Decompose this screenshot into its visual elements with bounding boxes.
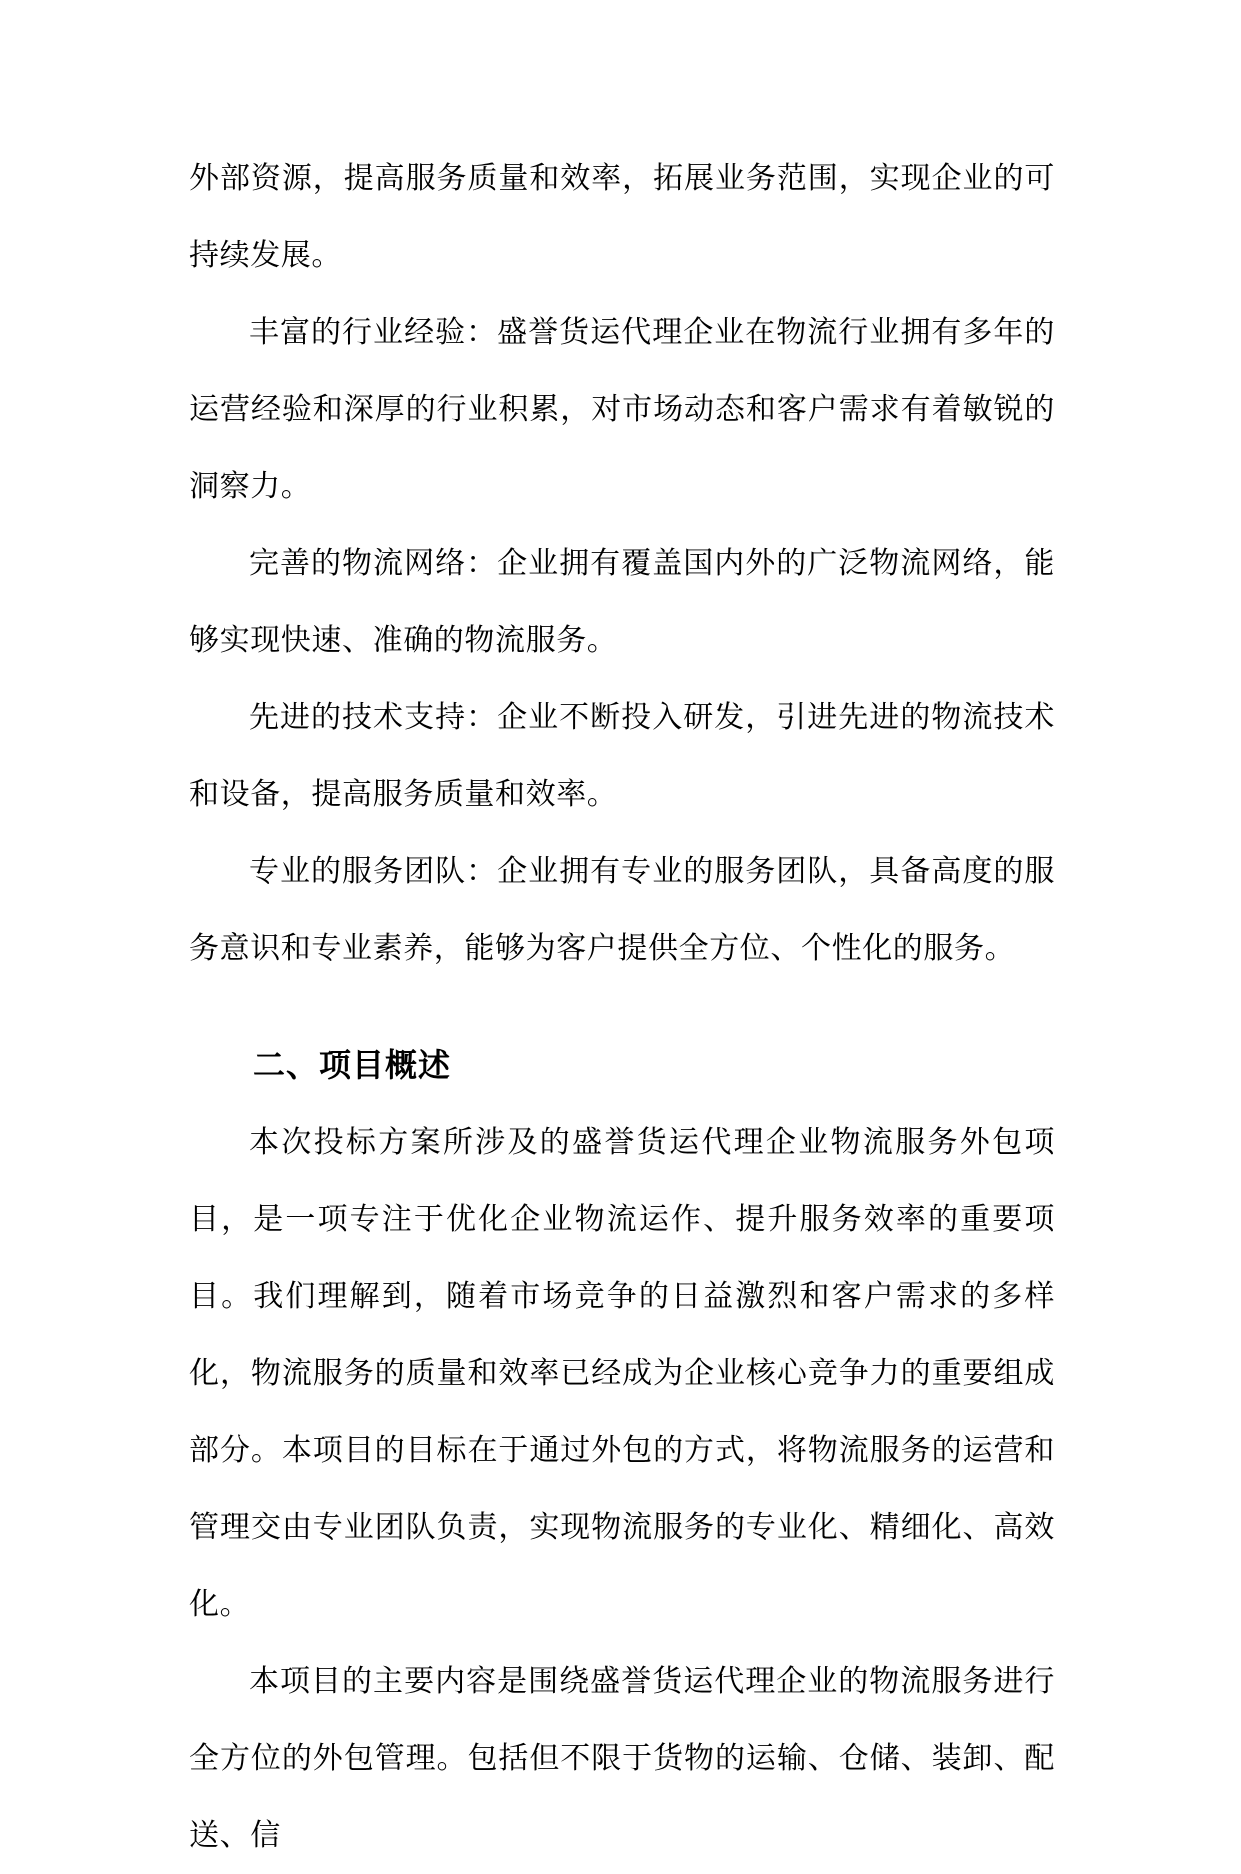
paragraph-project-overview: 本次投标方案所涉及的盛誉货运代理企业物流服务外包项目，是一项专注于优化企业物流运作、提升服务效率的重要项目。我们理解到，随着市场竞争的日益激烈和客户需求的多样化，物流服务的质量和效率已经成为企业核心竞争力的重要组成部分。本项目的目标在于通过外包的方式，将物流服务的运营和管理交由专业团队负责，实现物流服务的专业化、精细化、高效化。 — [189, 1125, 1055, 1622]
paragraph-continuation: 外部资源，提高服务质量和效率，拓展业务范围，实现企业的可持续发展。 — [189, 161, 1055, 273]
paragraph-logistics-network: 完善的物流网络：企业拥有覆盖国内外的广泛物流网络，能够实现快速、准确的物流服务。 — [189, 546, 1055, 658]
paragraph-technical-support: 先进的技术支持：企业不断投入研发，引进先进的物流技术和设备，提高服务质量和效率。 — [189, 700, 1055, 812]
section-heading-project-overview: 二、项目概述 — [253, 1046, 452, 1084]
document-body — [189, 140, 1055, 1874]
paragraph-service-team: 专业的服务团队：企业拥有专业的服务团队，具备高度的服务意识和专业素养，能够为客户提供全方位、个性化的服务。 — [189, 854, 1055, 966]
paragraph-project-content: 本项目的主要内容是围绕盛誉货运代理企业的物流服务进行全方位的外包管理。包括但不限于货物的运输、仓储、装卸、配送、信 — [189, 1664, 1055, 1853]
paragraph-industry-experience: 丰富的行业经验：盛誉货运代理企业在物流行业拥有多年的运营经验和深厚的行业积累，对市场动态和客户需求有着敏锐的洞察力。 — [189, 315, 1055, 504]
